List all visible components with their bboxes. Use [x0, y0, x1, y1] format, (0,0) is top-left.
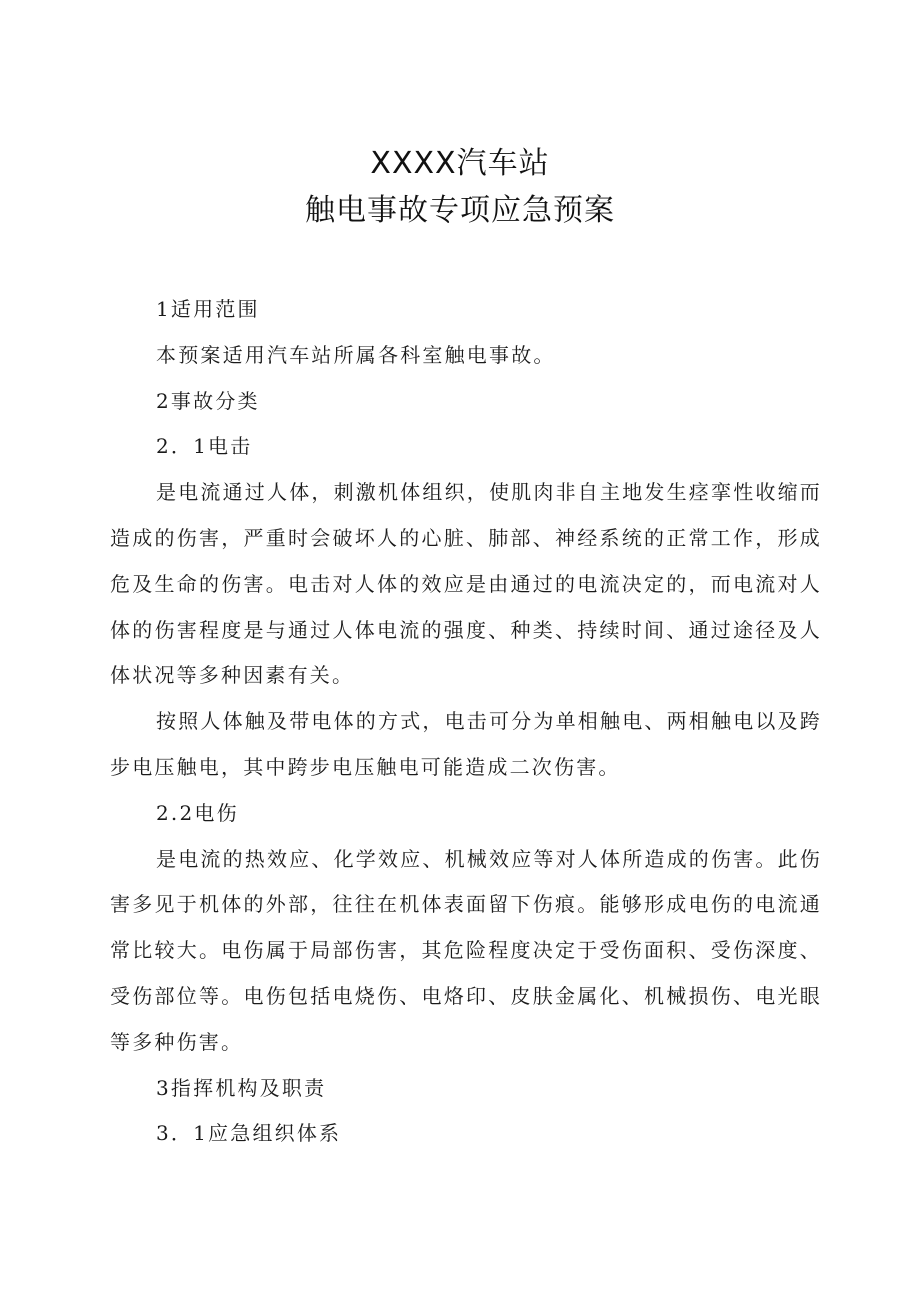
section-1-heading: 1适用范围 — [156, 297, 260, 321]
section-2-2-paragraph-1: 是电流的热效应、化学效应、机械效应等对人体所造成的伤害。此伤害多见于机体的外部，往往在机体表面留下伤痕。能够形成电伤的电流通常比较大。电伤属于局部伤害，其危险程度决定于受伤面积、受伤深度、受伤部位等。电伤包括电烧伤、电烙印、皮肤金属化、机械损伤、电光眼等多种伤害。 — [110, 846, 822, 1054]
document-body — [110, 287, 822, 1157]
section-3-heading: 3指挥机构及职责 — [156, 1075, 327, 1100]
document-title — [0, 140, 920, 234]
section-2-1-paragraph-1: 是电流通过人体，刺激机体组织，使肌肉非自主地发生痉挛性收缩而造成的伤害，严重时会破坏人的心脏、肺部、神经系统的正常工作，形成危及生命的伤害。电击对人体的效应是由通过的电流决定的，而电流对人体的伤害程度是与通过人体电流的强度、种类、持续时间、通过途径及人体状况等多种因素有关。 — [110, 480, 822, 688]
section-2-1-paragraph-2: 按照人体触及带电体的方式，电击可分为单相触电、两相触电以及跨步电压触电，其中跨步电压触电可能造成二次伤害。 — [110, 709, 822, 779]
title-station-name: XXXX汽车站 — [370, 146, 550, 181]
title-plan-name: 触电事故专项应急预案 — [305, 193, 615, 228]
section-3-1-heading: 3．1应急组织体系 — [156, 1121, 342, 1146]
section-2-heading: 2事故分类 — [156, 388, 260, 413]
section-1-body: 本预案适用汽车站所属各科室触电事故。 — [156, 342, 556, 367]
section-2-1-heading: 2．1电击 — [156, 434, 253, 459]
section-2-2-heading: 2.2电伤 — [156, 800, 239, 825]
